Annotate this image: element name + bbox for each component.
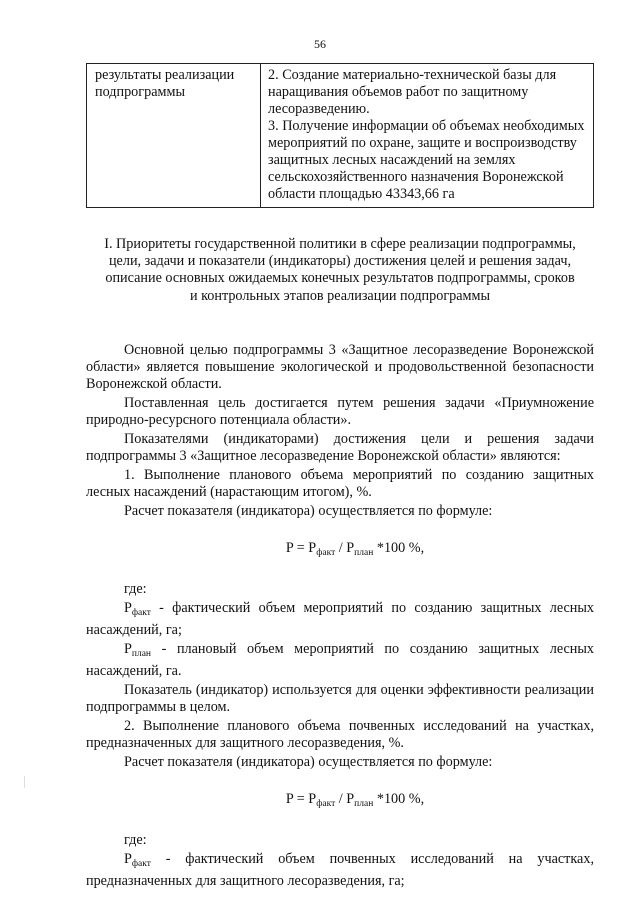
table-row	[87, 64, 594, 208]
definition-pfact-2: $P_{факт}$ - фактический объем почвенных исследований на участках, предназначенных для защитного лесоразведения, га;	[86, 851, 594, 889]
definition-pplan-1: $P_{план}$ - плановый объем мероприятий по созданию защитных лесных насаждений, га.	[86, 641, 594, 679]
table-item: 2. Создание материально-технической базы для наращивания объемов работ по защитному лесоразведению.	[268, 67, 557, 117]
table-cell-label: результаты реализации подпрограммы	[87, 64, 261, 208]
paragraph-goal: Основной целью подпрограммы 3 «Защитное лесоразведение Воронежской области» является повышение экологической и продовольственной безопасности Воронежской области.	[86, 342, 594, 392]
where-label-2: где:	[124, 832, 147, 848]
symbol-pfact: $P_{факт}$	[124, 600, 151, 618]
body-text	[86, 342, 594, 890]
symbol-pfact: $P_{факт}$	[124, 851, 151, 869]
formula-2: $P = P_{факт} / P_{план}$ *100 %,	[285, 791, 425, 809]
paragraph-indicators-intro: Показателями (индикаторами) достижения цели и решения задачи подпрограммы 3 «Защитное лесоразведение Воронежской области» являются:	[86, 431, 594, 464]
paragraph-indicator-1: 1. Выполнение планового объема мероприятий по созданию защитных лесных насаждений (нарастающим итогом), %.	[86, 467, 594, 500]
paragraph-calc-2: Расчет показателя (индикатора) осуществляется по формуле:	[124, 754, 493, 770]
formula-1: $P = P_{факт} / P_{план}$ *100 %,	[285, 540, 425, 558]
symbol-pplan: $P_{план}$	[124, 641, 152, 659]
where-label-1: где:	[124, 581, 147, 597]
table-cell-content	[261, 64, 594, 208]
paragraph-indicator-2: 2. Выполнение планового объема почвенных исследований на участках, предназначенных для защитного лесоразведения, %.	[86, 718, 594, 751]
table-item: 3. Получение информации об объемах необходимых мероприятий по охране, защите и воспроизводству защитных лесных насаждений на землях сельскохозяйственного назначения Воронежской области площадью 43343,66 га	[268, 118, 585, 202]
paragraph-task: Поставленная цель достигается путем решения задачи «Приумножение природно-ресурсного потенциала области».	[86, 395, 594, 428]
definition-pfact-1: $P_{факт}$ - фактический объем мероприятий по созданию защитных лесных насаждений, га;	[86, 600, 594, 638]
paragraph-calc-1: Расчет показателя (индикатора) осуществляется по формуле:	[124, 503, 493, 519]
paragraph-usage-1: Показатель (индикатор) используется для оценки эффективности реализации подпрограммы в целом.	[86, 682, 594, 715]
section-heading: I. Приоритеты государственной политики в сфере реализации подпрограммы, цели, задачи и показатели (индикаторы) достижения целей и решения задач, описание основных ожидаемых конечных результатов подпрограммы, сроков и контрольных этапов реализации подпрограммы	[104, 236, 576, 304]
page-number: 56	[314, 37, 326, 51]
scan-margin-mark	[24, 776, 25, 788]
info-table	[86, 63, 594, 208]
